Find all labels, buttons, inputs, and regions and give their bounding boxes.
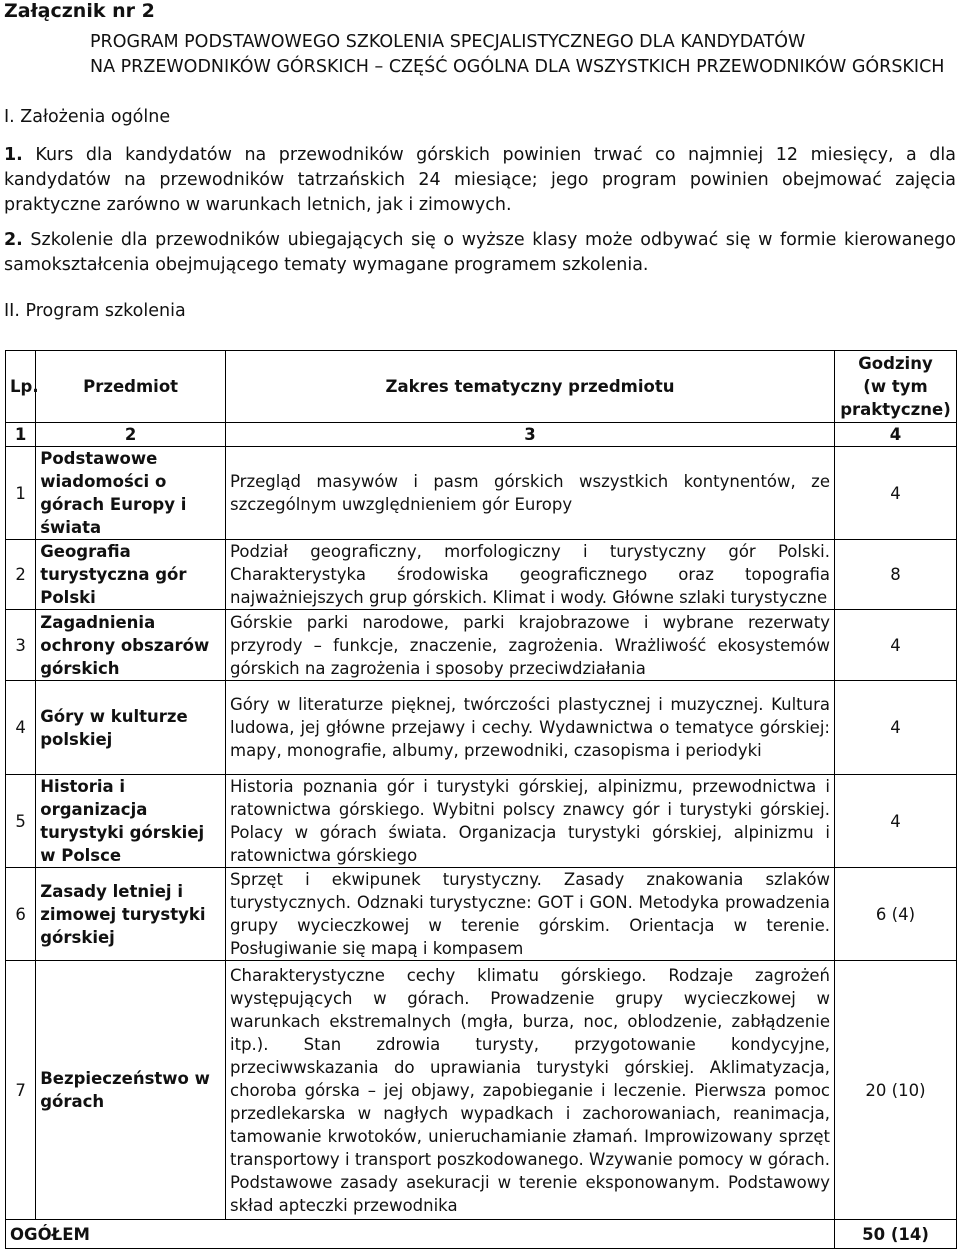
table-row	[6, 681, 957, 775]
row-scope: Sprzęt i ekwipunek turystyczny. Zasady znakowania szlaków turystycznych. Odznaki turystyczne: GOT i GON. Metodyka prowadzenia grupy wycieczkowej w terenie górskim. Orientacja w terenie. Posługiwanie się mapą i kompasem	[226, 868, 835, 961]
row-subject: Bezpieczeństwo w górach	[36, 961, 226, 1220]
row-scope: Góry w literaturze pięknej, twórczości plastycznej i muzycznej. Kultura ludowa, jej główne przejawy i cechy. Wydawnictwa o tematyce górskiej: mapy, monografie, albumy, przewodniki, czasopisma i periodyki	[226, 681, 835, 775]
row-lp: 2	[6, 540, 36, 610]
row-hours: 4	[834, 775, 956, 868]
section-1-heading: I. Założenia ogólne	[4, 107, 171, 127]
row-hours: 4	[834, 447, 956, 540]
header-scope: Zakres tematyczny przedmiotu	[226, 351, 835, 423]
table-row	[6, 775, 957, 868]
header-hours	[834, 351, 956, 423]
header-hours-line-3: praktyczne)	[840, 400, 951, 419]
section-2-heading: II. Program szkolenia	[4, 301, 186, 321]
header-lp: Lp.	[6, 351, 36, 423]
row-subject: Geografia turystyczna gór Polski	[36, 540, 226, 610]
row-scope: Charakterystyczne cechy klimatu górskiego. Rodzaje zagrożeń występujących w górach. Prowadzenie grupy wycieczkowej w warunkach ekstremalnych (mgła, burza, noc, oblodzenie, zabłądzenie itp.). Stan zdrowia turysty, przygotowanie kondycyjne, przeciwwskazania do uprawiania turystyki górskiej. Aklimatyzacja, choroba górska – jej objawy, zapobieganie i leczenie. Pierwsza pomoc przedlekarska w nagłych wypadkach i zachorowaniach, reanimacja, tamowanie krwotoków, unieruchamianie złamań. Improwizowany sprzęt transportowy i transport poszkodowanego. Wzywanie pomocy w górach. Podstawowe zasady asekuracji w terenie eksponowanym. Podstawowy skład apteczki przewodnika	[226, 961, 835, 1220]
total-value: 50 (14)	[834, 1220, 956, 1249]
table-row	[6, 868, 957, 961]
program-title-line-2: NA PRZEWODNIKÓW GÓRSKICH – CZĘŚĆ OGÓLNA DLA WSZYSTKICH PRZEWODNIKÓW GÓRSKICH	[90, 57, 945, 77]
section-1-point-2	[4, 228, 956, 278]
row-subject: Zagadnienia ochrony obszarów górskich	[36, 610, 226, 681]
row-lp: 1	[6, 447, 36, 540]
table-row	[6, 540, 957, 610]
point-number: 1.	[4, 145, 23, 165]
total-row	[6, 1220, 957, 1249]
row-hours: 8	[834, 540, 956, 610]
row-lp: 3	[6, 610, 36, 681]
row-lp: 4	[6, 681, 36, 775]
column-number-row	[6, 423, 957, 447]
section-1-point-1	[4, 143, 956, 218]
row-subject: Zasady letniej i zimowej turystyki górskiej	[36, 868, 226, 961]
column-number: 3	[226, 423, 835, 447]
header-subject: Przedmiot	[36, 351, 226, 423]
table-row	[6, 961, 957, 1220]
row-lp: 5	[6, 775, 36, 868]
table-header-row	[6, 351, 957, 423]
column-number: 4	[834, 423, 956, 447]
total-label: OGÓŁEM	[6, 1220, 835, 1249]
header-hours-line-2: (w tym	[863, 377, 928, 396]
annex-title: Załącznik nr 2	[4, 0, 155, 22]
row-hours: 4	[834, 681, 956, 775]
row-hours: 20 (10)	[834, 961, 956, 1220]
point-text: Kurs dla kandydatów na przewodników górskich powinien trwać co najmniej 12 miesięcy, a dla kandydatów na przewodników tatrzańskich 24 miesiące; jego program powinien obejmować zajęcia praktyczne zarówno w warunkach letnich, jak i zimowych.	[4, 145, 956, 215]
row-hours: 4	[834, 610, 956, 681]
program-title-line-1: PROGRAM PODSTAWOWEGO SZKOLENIA SPECJALISTYCZNEGO DLA KANDYDATÓW	[90, 32, 806, 52]
row-scope: Historia poznania gór i turystyki górskiej, alpinizmu, przewodnictwa i ratownictwa górskiego. Wybitni polscy znawcy gór i turystyki górskiej. Polacy w górach świata. Organizacja turystyki górskiej, alpinizmu i ratownictwa górskiego	[226, 775, 835, 868]
row-hours: 6 (4)	[834, 868, 956, 961]
row-subject: Historia i organizacja turystyki górskiej w Polsce	[36, 775, 226, 868]
row-scope: Przegląd masywów i pasm górskich wszystkich kontynentów, ze szczególnym uwzględnieniem gór Europy	[226, 447, 835, 540]
column-number: 2	[36, 423, 226, 447]
column-number: 1	[6, 423, 36, 447]
point-number: 2.	[4, 230, 23, 250]
table-row	[6, 610, 957, 681]
row-subject: Podstawowe wiadomości o górach Europy i świata	[36, 447, 226, 540]
row-scope: Podział geograficzny, morfologiczny i turystyczny gór Polski. Charakterystyka środowiska geograficznego oraz topografia najważniejszych grup górskich. Klimat i wody. Główne szlaki turystyczne	[226, 540, 835, 610]
row-scope: Górskie parki narodowe, parki krajobrazowe i wybrane rezerwaty przyrody – funkcje, znaczenie, zagrożenia. Wrażliwość ekosystemów górskich na zagrożenia i sposoby przeciwdziałania	[226, 610, 835, 681]
point-text: Szkolenie dla przewodników ubiegających się o wyższe klasy może odbywać się w formie kierowanego samokształcenia obejmującego tematy wymagane programem szkolenia.	[4, 230, 956, 275]
program-table	[5, 350, 957, 1249]
header-hours-line-1: Godziny	[858, 354, 933, 373]
table-row	[6, 447, 957, 540]
row-lp: 6	[6, 868, 36, 961]
row-lp: 7	[6, 961, 36, 1220]
row-subject: Góry w kulturze polskiej	[36, 681, 226, 775]
